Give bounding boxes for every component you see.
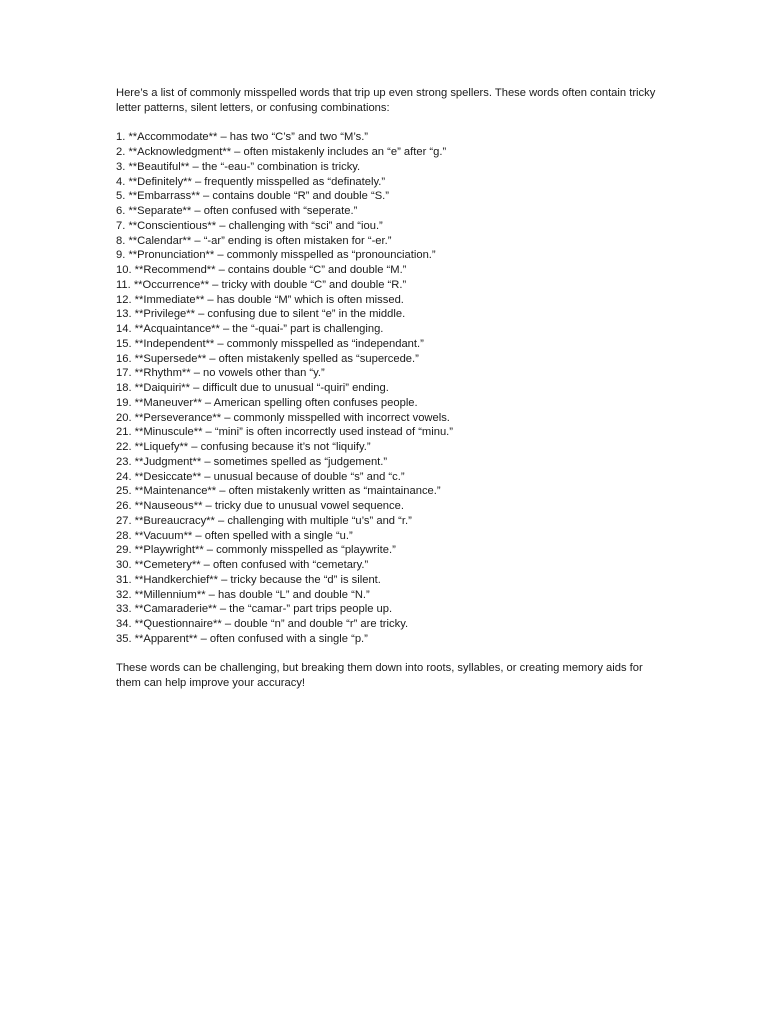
list-item: 4. **Definitely** – frequently misspelled as “definately.” [116, 175, 386, 188]
list-item: 29. **Playwright** – commonly misspelled as “playwrite.” [116, 544, 396, 557]
list-item: 14. **Acquaintance** – the “-quai-” part is challenging. [116, 323, 384, 335]
list-item: 28. **Vacuum** – often spelled with a single “u.” [116, 529, 353, 542]
list-item: 2. **Acknowledgment** – often mistakenly includes an “e” after “g.” [116, 146, 447, 158]
list-item: 17. **Rhythm** – no vowels other than “y.” [116, 367, 325, 380]
list-item: 5. **Embarrass** – contains double “R” and double “S.” [116, 190, 389, 203]
list-item: 16. **Supersede** – often mistakenly spelled as “supercede.” [116, 352, 419, 365]
list-item: 11. **Occurrence** – tricky with double “C” and double “R.” [116, 278, 407, 291]
list-item: 13. **Privilege** – confusing due to silent “e” in the middle. [116, 308, 406, 321]
list-item: 3. **Beautiful** – the “-eau-” combination is tricky. [116, 160, 361, 173]
closing-paragraph: These words can be challenging, but breaking them down into roots, syllables, or creating memory aids for them can help improve your accuracy! [116, 662, 643, 689]
list-item: 1. **Accommodate** – has two “C’s” and two “M’s.” [116, 131, 369, 144]
document-page [116, 86, 656, 691]
list-item: 22. **Liquefy** – confusing because it’s not “liquify.” [116, 441, 371, 453]
list-item: 26. **Nauseous** – tricky due to unusual vowel sequence. [116, 500, 404, 512]
list-item: 21. **Minuscule** – “mini” is often incorrectly used instead of “minu.” [116, 426, 454, 439]
misspelled-words-list [116, 130, 656, 646]
list-item: 35. **Apparent** – often confused with a single “p.” [116, 632, 368, 645]
list-item: 7. **Conscientious** – challenging with “sci” and “iou.” [116, 219, 383, 232]
list-item: 23. **Judgment** – sometimes spelled as “judgement.” [116, 455, 388, 468]
list-item: 24. **Desiccate** – unusual because of double “s” and “c.” [116, 470, 405, 483]
list-item: 32. **Millennium** – has double “L” and double “N.” [116, 588, 370, 601]
list-item: 8. **Calendar** – “-ar” ending is often mistaken for “-er.” [116, 234, 392, 247]
list-item: 6. **Separate** – often confused with “seperate.” [116, 205, 358, 217]
list-item: 9. **Pronunciation** – commonly misspelled as “pronounciation.” [116, 249, 436, 262]
list-item: 25. **Maintenance** – often mistakenly written as “maintainance.” [116, 485, 441, 498]
list-item: 33. **Camaraderie** – the “camar-” part trips people up. [116, 603, 393, 616]
list-item: 18. **Daiquiri** – difficult due to unusual “-quiri” ending. [116, 382, 389, 394]
intro-paragraph: Here’s a list of commonly misspelled words that trip up even strong spellers. These words often contain tricky letter patterns, silent letters, or confusing combinations: [116, 87, 656, 114]
list-item: 15. **Independent** – commonly misspelled as “independant.” [116, 337, 424, 350]
list-item: 12. **Immediate** – has double “M” which is often missed. [116, 293, 404, 306]
list-item: 20. **Perseverance** – commonly misspelled with incorrect vowels. [116, 411, 450, 424]
list-item: 27. **Bureaucracy** – challenging with multiple “u’s” and “r.” [116, 514, 412, 527]
list-item: 30. **Cemetery** – often confused with “cemetary.” [116, 559, 369, 571]
list-item: 10. **Recommend** – contains double “C” and double “M.” [116, 264, 407, 276]
list-item: 31. **Handkerchief** – tricky because the “d” is silent. [116, 573, 381, 586]
list-item: 34. **Questionnaire** – double “n” and double “r” are tricky. [116, 618, 409, 630]
list-item: 19. **Maneuver** – American spelling often confuses people. [116, 396, 418, 409]
